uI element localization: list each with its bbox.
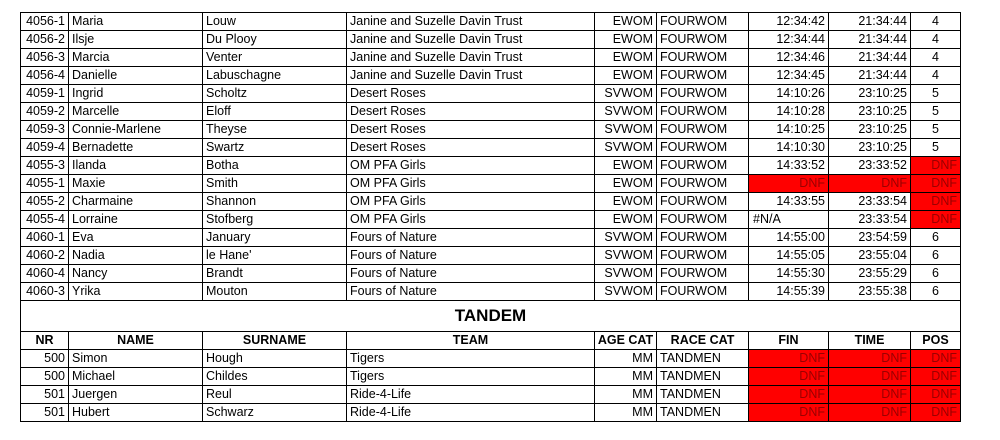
cell-race-cat: FOURWOM xyxy=(657,247,749,265)
cell-race-cat: FOURWOM xyxy=(657,103,749,121)
cell-race-cat: TANDMEN xyxy=(657,350,749,368)
cell-surname: Du Plooy xyxy=(203,31,347,49)
cell-race-cat: FOURWOM xyxy=(657,211,749,229)
cell-name: Juergen xyxy=(69,386,203,404)
table-row xyxy=(21,247,961,265)
cell-surname: le Hane' xyxy=(203,247,347,265)
cell-team: Janine and Suzelle Davin Trust xyxy=(347,67,595,85)
cell-nr: 4055-3 xyxy=(21,157,69,175)
cell-time: 23:10:25 xyxy=(829,139,911,157)
cell-name: Connie-Marlene xyxy=(69,121,203,139)
cell-pos: 5 xyxy=(911,139,961,157)
cell-time: 21:34:44 xyxy=(829,67,911,85)
cell-pos: 4 xyxy=(911,13,961,31)
cell-pos: DNF xyxy=(911,193,961,211)
cell-fin: #N/A xyxy=(749,211,829,229)
cell-time: 23:33:54 xyxy=(829,193,911,211)
cell-team: Janine and Suzelle Davin Trust xyxy=(347,31,595,49)
cell-team: Tigers xyxy=(347,368,595,386)
cell-name: Ilsje xyxy=(69,31,203,49)
cell-name: Michael xyxy=(69,368,203,386)
cell-fin: 14:33:52 xyxy=(749,157,829,175)
cell-pos: DNF xyxy=(911,404,961,422)
cell-race-cat: FOURWOM xyxy=(657,229,749,247)
table-row xyxy=(21,13,961,31)
cell-team: Fours of Nature xyxy=(347,229,595,247)
table-row xyxy=(21,386,961,404)
cell-fin: 14:55:00 xyxy=(749,229,829,247)
cell-name: Marcia xyxy=(69,49,203,67)
cell-time: DNF xyxy=(829,404,911,422)
cell-nr: 500 xyxy=(21,350,69,368)
cell-age-cat: EWOM xyxy=(595,49,657,67)
cell-age-cat: SVWOM xyxy=(595,247,657,265)
cell-nr: 4060-4 xyxy=(21,265,69,283)
cell-team: Ride-4-Life xyxy=(347,404,595,422)
cell-name: Lorraine xyxy=(69,211,203,229)
cell-nr: 4055-4 xyxy=(21,211,69,229)
results-table xyxy=(20,12,961,422)
cell-name: Simon xyxy=(69,350,203,368)
cell-age-cat: EWOM xyxy=(595,157,657,175)
cell-nr: 501 xyxy=(21,386,69,404)
cell-race-cat: FOURWOM xyxy=(657,283,749,301)
cell-age-cat: EWOM xyxy=(595,67,657,85)
cell-fin: DNF xyxy=(749,350,829,368)
table-row xyxy=(21,103,961,121)
cell-fin: 14:55:30 xyxy=(749,265,829,283)
cell-pos: 6 xyxy=(911,283,961,301)
cell-fin: 12:34:42 xyxy=(749,13,829,31)
cell-pos: DNF xyxy=(911,211,961,229)
cell-age-cat: SVWOM xyxy=(595,103,657,121)
header-age-cat: AGE CAT xyxy=(595,332,657,350)
cell-pos: DNF xyxy=(911,175,961,193)
cell-name: Nadia xyxy=(69,247,203,265)
table-row xyxy=(21,157,961,175)
cell-pos: 6 xyxy=(911,229,961,247)
cell-pos: DNF xyxy=(911,386,961,404)
cell-time: 23:55:04 xyxy=(829,247,911,265)
cell-team: Fours of Nature xyxy=(347,283,595,301)
cell-age-cat: EWOM xyxy=(595,211,657,229)
cell-fin: 14:33:55 xyxy=(749,193,829,211)
cell-fin: 14:10:26 xyxy=(749,85,829,103)
cell-name: Maxie xyxy=(69,175,203,193)
cell-race-cat: TANDMEN xyxy=(657,404,749,422)
cell-team: Desert Roses xyxy=(347,85,595,103)
cell-name: Ingrid xyxy=(69,85,203,103)
cell-team: Ride-4-Life xyxy=(347,386,595,404)
cell-surname: Reul xyxy=(203,386,347,404)
cell-time: DNF xyxy=(829,350,911,368)
cell-race-cat: FOURWOM xyxy=(657,31,749,49)
cell-race-cat: FOURWOM xyxy=(657,121,749,139)
cell-nr: 500 xyxy=(21,368,69,386)
cell-nr: 4055-2 xyxy=(21,193,69,211)
header-team: TEAM xyxy=(347,332,595,350)
cell-time: 23:54:59 xyxy=(829,229,911,247)
cell-name: Yrika xyxy=(69,283,203,301)
cell-surname: Stofberg xyxy=(203,211,347,229)
cell-age-cat: EWOM xyxy=(595,31,657,49)
table-row xyxy=(21,31,961,49)
cell-name: Nancy xyxy=(69,265,203,283)
cell-fin: 12:34:44 xyxy=(749,31,829,49)
cell-nr: 4056-2 xyxy=(21,31,69,49)
table-row xyxy=(21,283,961,301)
cell-nr: 4060-3 xyxy=(21,283,69,301)
cell-age-cat: SVWOM xyxy=(595,265,657,283)
cell-surname: January xyxy=(203,229,347,247)
cell-surname: Childes xyxy=(203,368,347,386)
cell-age-cat: SVWOM xyxy=(595,139,657,157)
header-time: TIME xyxy=(829,332,911,350)
cell-surname: Theyse xyxy=(203,121,347,139)
cell-surname: Botha xyxy=(203,157,347,175)
cell-nr: 4059-4 xyxy=(21,139,69,157)
cell-time: 23:10:25 xyxy=(829,103,911,121)
table-row xyxy=(21,67,961,85)
tandem-body xyxy=(21,350,961,422)
cell-pos: 5 xyxy=(911,85,961,103)
section-title: TANDEM xyxy=(21,301,961,332)
cell-pos: 5 xyxy=(911,103,961,121)
header-name: NAME xyxy=(69,332,203,350)
cell-race-cat: TANDMEN xyxy=(657,368,749,386)
cell-time: 23:55:38 xyxy=(829,283,911,301)
cell-nr: 4059-2 xyxy=(21,103,69,121)
cell-surname: Smith xyxy=(203,175,347,193)
cell-fin: 14:10:30 xyxy=(749,139,829,157)
cell-fin: 12:34:45 xyxy=(749,67,829,85)
cell-time: 23:33:54 xyxy=(829,211,911,229)
cell-team: OM PFA Girls xyxy=(347,175,595,193)
table-row xyxy=(21,121,961,139)
cell-age-cat: SVWOM xyxy=(595,283,657,301)
cell-race-cat: FOURWOM xyxy=(657,175,749,193)
cell-fin: DNF xyxy=(749,386,829,404)
table-row xyxy=(21,139,961,157)
table-row xyxy=(21,368,961,386)
cell-nr: 4060-2 xyxy=(21,247,69,265)
cell-age-cat: MM xyxy=(595,368,657,386)
cell-nr: 4056-3 xyxy=(21,49,69,67)
cell-fin: 12:34:46 xyxy=(749,49,829,67)
cell-team: Tigers xyxy=(347,350,595,368)
cell-nr: 4059-3 xyxy=(21,121,69,139)
cell-surname: Venter xyxy=(203,49,347,67)
cell-team: Fours of Nature xyxy=(347,265,595,283)
cell-race-cat: FOURWOM xyxy=(657,85,749,103)
cell-age-cat: MM xyxy=(595,404,657,422)
header-race-cat: RACE CAT xyxy=(657,332,749,350)
cell-time: 23:55:29 xyxy=(829,265,911,283)
cell-pos: 6 xyxy=(911,265,961,283)
table-row xyxy=(21,85,961,103)
cell-team: OM PFA Girls xyxy=(347,157,595,175)
cell-age-cat: MM xyxy=(595,350,657,368)
cell-name: Hubert xyxy=(69,404,203,422)
cell-time: DNF xyxy=(829,386,911,404)
cell-pos: DNF xyxy=(911,368,961,386)
cell-fin: DNF xyxy=(749,175,829,193)
cell-name: Marcelle xyxy=(69,103,203,121)
cell-nr: 4059-1 xyxy=(21,85,69,103)
cell-fin: 14:55:05 xyxy=(749,247,829,265)
cell-race-cat: FOURWOM xyxy=(657,265,749,283)
cell-age-cat: EWOM xyxy=(595,13,657,31)
cell-pos: 4 xyxy=(911,67,961,85)
tandem-section xyxy=(21,301,961,350)
cell-surname: Shannon xyxy=(203,193,347,211)
cell-team: OM PFA Girls xyxy=(347,193,595,211)
table-row xyxy=(21,49,961,67)
cell-nr: 4056-4 xyxy=(21,67,69,85)
cell-pos: 6 xyxy=(911,247,961,265)
cell-nr: 4060-1 xyxy=(21,229,69,247)
cell-name: Bernadette xyxy=(69,139,203,157)
table-row xyxy=(21,265,961,283)
header-surname: SURNAME xyxy=(203,332,347,350)
cell-fin: 14:55:39 xyxy=(749,283,829,301)
cell-race-cat: FOURWOM xyxy=(657,139,749,157)
table-row xyxy=(21,229,961,247)
cell-time: 21:34:44 xyxy=(829,31,911,49)
cell-race-cat: FOURWOM xyxy=(657,193,749,211)
cell-surname: Brandt xyxy=(203,265,347,283)
cell-time: 23:10:25 xyxy=(829,121,911,139)
cell-surname: Scholtz xyxy=(203,85,347,103)
table-row xyxy=(21,404,961,422)
table-row xyxy=(21,193,961,211)
cell-age-cat: SVWOM xyxy=(595,85,657,103)
cell-team: Janine and Suzelle Davin Trust xyxy=(347,13,595,31)
cell-time: 23:10:25 xyxy=(829,85,911,103)
header-row xyxy=(21,332,961,350)
cell-surname: Labuschagne xyxy=(203,67,347,85)
cell-nr: 4056-1 xyxy=(21,13,69,31)
header-fin: FIN xyxy=(749,332,829,350)
section-title-row xyxy=(21,301,961,332)
cell-surname: Eloff xyxy=(203,103,347,121)
fourwom-body xyxy=(21,13,961,301)
cell-team: Fours of Nature xyxy=(347,247,595,265)
cell-age-cat: EWOM xyxy=(595,193,657,211)
cell-name: Danielle xyxy=(69,67,203,85)
cell-age-cat: SVWOM xyxy=(595,229,657,247)
cell-pos: 5 xyxy=(911,121,961,139)
cell-pos: DNF xyxy=(911,157,961,175)
cell-nr: 501 xyxy=(21,404,69,422)
cell-surname: Hough xyxy=(203,350,347,368)
cell-pos: 4 xyxy=(911,49,961,67)
table-row xyxy=(21,350,961,368)
cell-fin: DNF xyxy=(749,404,829,422)
cell-team: OM PFA Girls xyxy=(347,211,595,229)
cell-time: 23:33:52 xyxy=(829,157,911,175)
cell-time: 21:34:44 xyxy=(829,49,911,67)
cell-race-cat: FOURWOM xyxy=(657,49,749,67)
cell-pos: DNF xyxy=(911,350,961,368)
cell-surname: Louw xyxy=(203,13,347,31)
header-pos: POS xyxy=(911,332,961,350)
cell-age-cat: EWOM xyxy=(595,175,657,193)
cell-name: Maria xyxy=(69,13,203,31)
cell-team: Janine and Suzelle Davin Trust xyxy=(347,49,595,67)
cell-race-cat: FOURWOM xyxy=(657,67,749,85)
cell-age-cat: MM xyxy=(595,386,657,404)
cell-pos: 4 xyxy=(911,31,961,49)
cell-time: DNF xyxy=(829,175,911,193)
cell-race-cat: FOURWOM xyxy=(657,157,749,175)
cell-fin: 14:10:25 xyxy=(749,121,829,139)
table-row xyxy=(21,211,961,229)
cell-surname: Schwarz xyxy=(203,404,347,422)
cell-team: Desert Roses xyxy=(347,139,595,157)
table-row xyxy=(21,175,961,193)
cell-surname: Mouton xyxy=(203,283,347,301)
cell-name: Eva xyxy=(69,229,203,247)
cell-surname: Swartz xyxy=(203,139,347,157)
cell-time: DNF xyxy=(829,368,911,386)
cell-time: 21:34:44 xyxy=(829,13,911,31)
cell-race-cat: TANDMEN xyxy=(657,386,749,404)
cell-nr: 4055-1 xyxy=(21,175,69,193)
cell-race-cat: FOURWOM xyxy=(657,13,749,31)
cell-name: Charmaine xyxy=(69,193,203,211)
cell-fin: DNF xyxy=(749,368,829,386)
cell-age-cat: SVWOM xyxy=(595,121,657,139)
cell-team: Desert Roses xyxy=(347,121,595,139)
cell-name: Ilanda xyxy=(69,157,203,175)
cell-team: Desert Roses xyxy=(347,103,595,121)
cell-fin: 14:10:28 xyxy=(749,103,829,121)
header-nr: NR xyxy=(21,332,69,350)
